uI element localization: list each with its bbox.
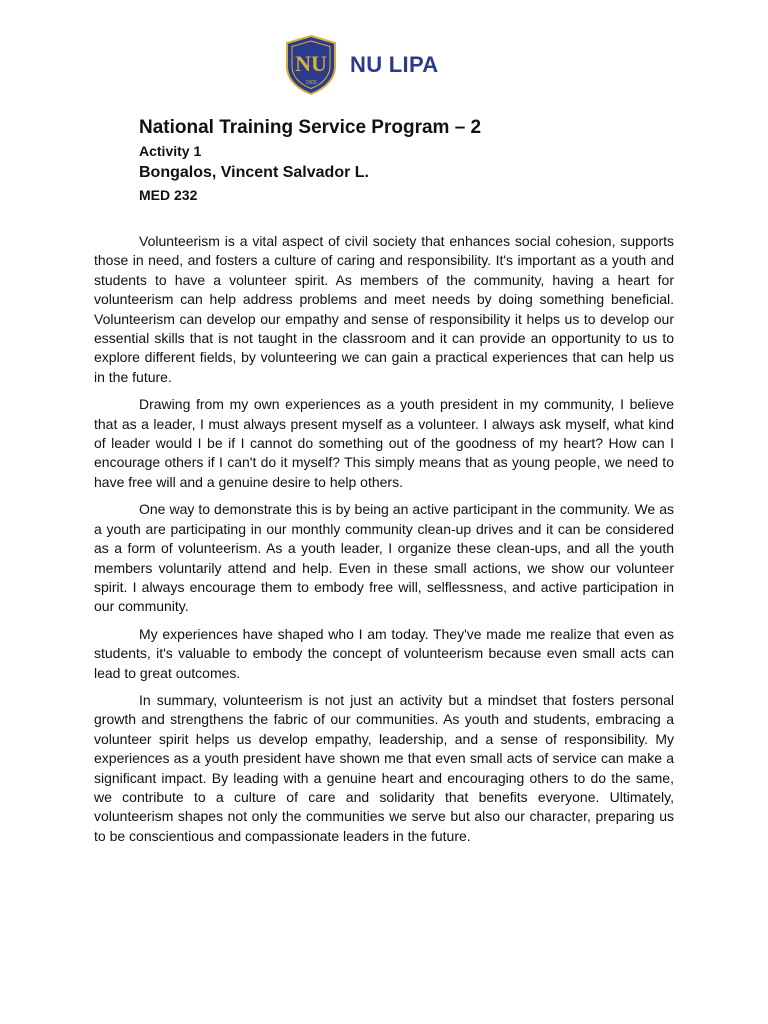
activity-label: Activity 1	[139, 143, 202, 159]
header-logo	[284, 34, 438, 96]
paragraph: My experiences have shaped who I am today. They've made me realize that even as students, it's valuable to embody the concept of volunteerism because even small acts can lead to great outcomes.	[94, 625, 674, 681]
paragraph: One way to demonstrate this is by being an active participant in the community. We as a youth are participating in our monthly community clean-up drives and it can be considered as a form of volunteerism. As a youth leader, I organize these clean-ups, and all the youth members voluntarily attend and help. Even in these small actions, we show our volunteer spirit. I always encourage them to embody free will, selflessness, and active participation in our community.	[94, 501, 674, 615]
seal-letters: NU	[295, 51, 327, 76]
paragraph: In summary, volunteerism is not just an activity but a mindset that fosters personal growth and strengthens the fabric of our communities. As youth and students, embracing a volunteer spirit helps us develop empathy, leadership, and a sense of responsibility. My experiences as a youth president have shown me that even small acts of service can make a significant impact. By leading with a genuine heart and encouraging others to do the same, we contribute to a culture of care and solidarity that benefits everyone. Ultimately, volunteerism shapes not only the communities we serve but also our character, preparing us to be conscientious and compassionate leaders in the future.	[94, 691, 674, 844]
author-name: Bongalos, Vincent Salvador L.	[139, 164, 369, 181]
course-code: MED 232	[139, 187, 198, 203]
nu-seal-icon	[284, 34, 338, 96]
paragraph: Drawing from my own experiences as a youth president in my community, I believe that as a leader, I must always present myself as a volunteer. I always ask myself, what kind of leader would I be if I cannot do something out of the goodness of my heart? How can I encourage others if I can't do it myself? This simply means that as young people, we need to have free will and a genuine desire to help others.	[94, 396, 674, 490]
paragraph: Volunteerism is a vital aspect of civil society that enhances social cohesion, supports those in need, and fosters a culture of caring and responsibility. It's important as a youth and students to have a volunteer spirit. As members of the community, having a heart for volunteerism can help address problems and meet needs by doing something beneficial. Volunteerism can develop our empathy and sense of responsibility it helps us to develop our essential skills that is not taught in the classroom and it can provide an opportunity to us to explore different fields, by volunteering we can gain a practical experiences that can help us in the future.	[94, 233, 674, 385]
document-heading	[139, 115, 481, 205]
document-body	[94, 232, 674, 854]
seal-year: 1900	[305, 80, 317, 86]
brand-name: NU LIPA	[350, 52, 439, 77]
document-title: National Training Service Program – 2	[139, 117, 482, 138]
